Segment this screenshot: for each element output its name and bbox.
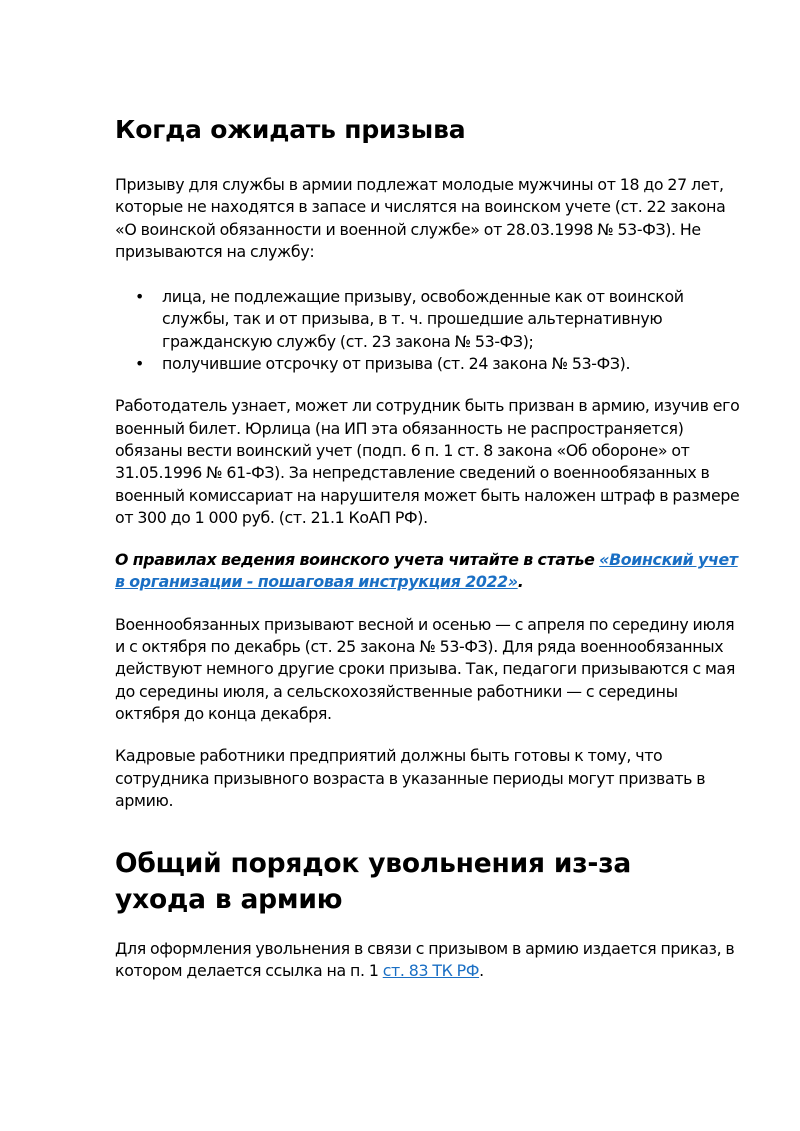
article: [115, 113, 745, 983]
paragraph-intro: Призыву для службы в армии подлежат молодые мужчины от 18 до 27 лет, которые не находятся в запасе и числятся на воинском учете (ст. 22 закона «О воинской обязанности и военной службе» от 28.03.1998 № 53-ФЗ). Не призываются на службу:: [115, 175, 726, 261]
paragraph-periods: Военнообязанных призывают весной и осенью — с апреля по середину июля и с октября по декабрь (ст. 25 закона № 53-ФЗ). Для ряда военнообязанных действуют немного другие сроки призыва. Так, педагоги призываются с мая до середины июля, а сельскохозяйственные работники — с середины октября до конца декабря.: [115, 614, 736, 723]
paragraph-employer: Работодатель узнает, может ли сотрудник быть призван в армию, изучив его военный билет. Юрлица (на ИП эта обязанность не распространяется) обязаны вести воинский учет (подп. 6 п. 1 ст. 8 закона «Об обороне» от 31.05.1996 № 61-ФЗ). За непредставление сведений о военнообязанных в военный комиссариат на нарушителя может быть наложен штраф в размере от 300 до 1 000 руб. (ст. 21.1 КоАП РФ).: [115, 396, 740, 527]
bullet-icon: •: [135, 287, 144, 307]
exemptions-list: [115, 286, 745, 375]
paragraph-note: [115, 549, 745, 594]
section-heading-conscription: Когда ожидать призыва: [115, 115, 466, 144]
list-item-text: лица, не подлежащие призыву, освобожденные как от воинской службы, так и от призыва, в т. ч. прошедшие альтернативную гражданскую службу (ст. 23 закона № 53-ФЗ);: [162, 287, 684, 351]
list-item: [115, 353, 702, 375]
note-text: О правилах ведения воинского учета читайте в статье: [115, 550, 600, 570]
paragraph-hr: Кадровые работники предприятий должны быть готовы к тому, что сотрудника призывного возраста в указанные периоды могут призвать в армию.: [115, 746, 706, 810]
list-item: [115, 286, 702, 353]
bullet-icon: •: [135, 354, 144, 374]
section-heading-dismissal: Общий порядок увольнения из-за ухода в армию: [115, 848, 632, 916]
labor-code-article-link[interactable]: ст. 83 ТК РФ: [382, 961, 480, 981]
paragraph-dismissal-order: [115, 938, 745, 983]
military-registration-article-link[interactable]: «Воинский учет в организации - пошаговая инструкция 2022»: [115, 550, 738, 592]
order-text: Для оформления увольнения в связи с призывом в армию издается приказ, в котором делается ссылка на п. 1: [115, 939, 735, 981]
list-item-text: получившие отсрочку от призыва (ст. 24 закона № 53-ФЗ).: [162, 354, 631, 374]
order-end: .: [479, 961, 484, 981]
note-end: .: [517, 572, 524, 592]
